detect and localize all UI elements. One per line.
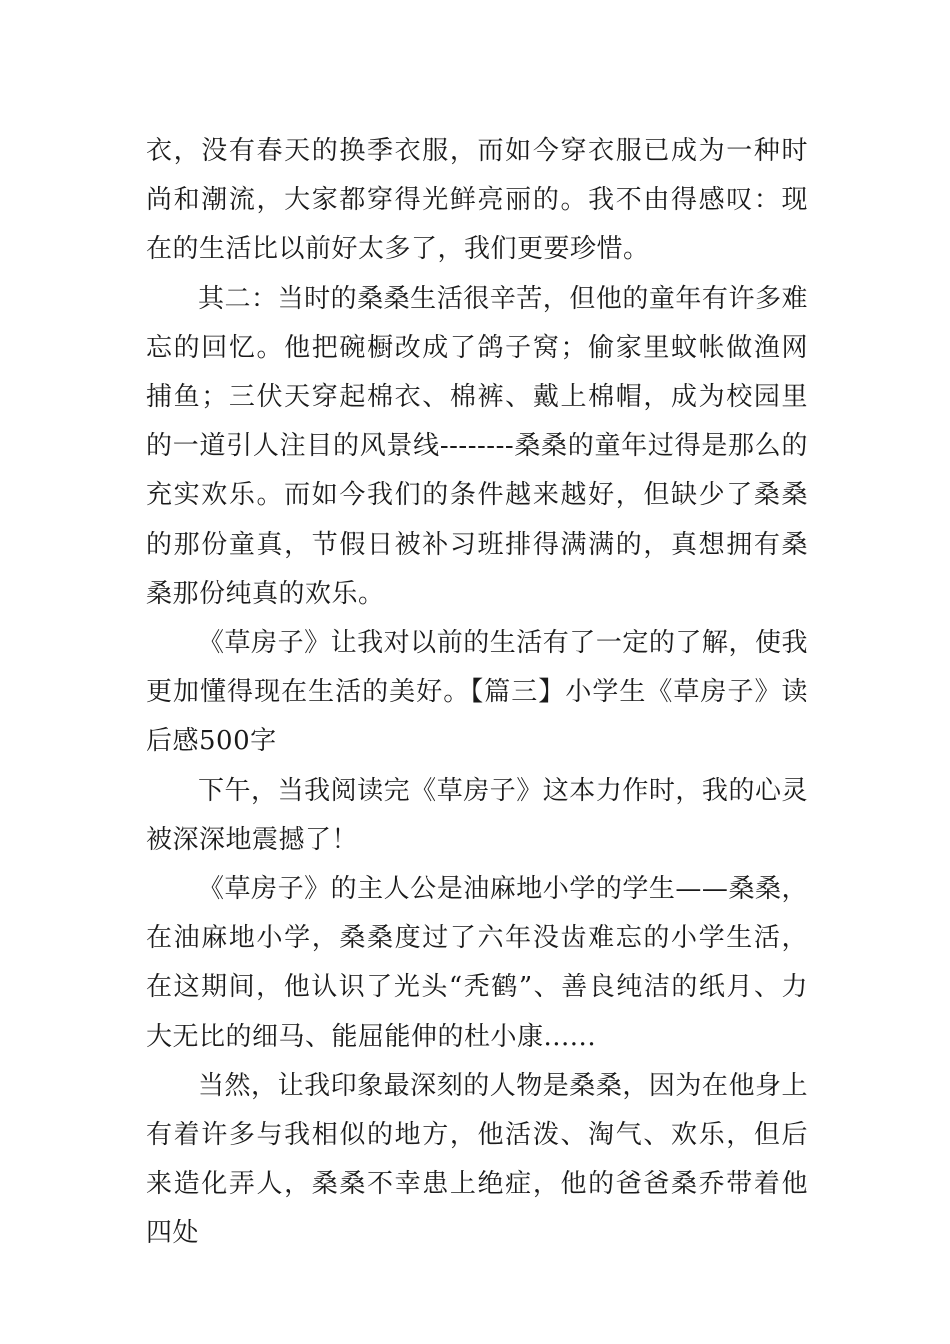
- paragraph-6: 当然，让我印象最深刻的人物是桑桑，因为在他身上有着许多与我相似的地方，他活泼、淘气、欢乐，但后来造化弄人，桑桑不幸患上绝症，他的爸爸桑乔带着他四处: [146, 1070, 808, 1249]
- paragraph-5: 《草房子》的主人公是油麻地小学的学生——桑桑，在油麻地小学，桑桑度过了六年没齿难忘的小学生活，在这期间，他认识了光头“秃鹤”、善良纯洁的纸月、力大无比的细马、能屈能伸的杜小康......: [146, 874, 808, 1052]
- paragraph-4: 下午，当我阅读完《草房子》这本力作时，我的心灵被深深地震撼了！: [146, 775, 808, 855]
- paragraph-1: 衣，没有春天的换季衣服，而如今穿衣服已成为一种时尚和潮流，大家都穿得光鲜亮丽的。我不由得感叹：现在的生活比以前好太多了，我们更要珍惜。: [146, 136, 808, 265]
- document-body: [146, 127, 808, 1259]
- paragraph-2: 其二：当时的桑桑生活很辛苦，但他的童年有许多难忘的回忆。他把碗橱改成了鸽子窝；偷家里蚊帐做渔网捕鱼；三伏天穿起棉衣、棉裤、戴上棉帽，成为校园里的一道引人注目的风景线--------桑桑的童年过得是那么的充实欢乐。而如今我们的条件越来越好，但缺少了桑桑的那份童真，节假日被补习班排得满满的，真想拥有桑桑那份纯真的欢乐。: [146, 283, 808, 609]
- paragraph-3: 《草房子》让我对以前的生活有了一定的了解，使我更加懂得现在生活的美好。【篇三】小学生《草房子》读后感500字: [146, 628, 808, 757]
